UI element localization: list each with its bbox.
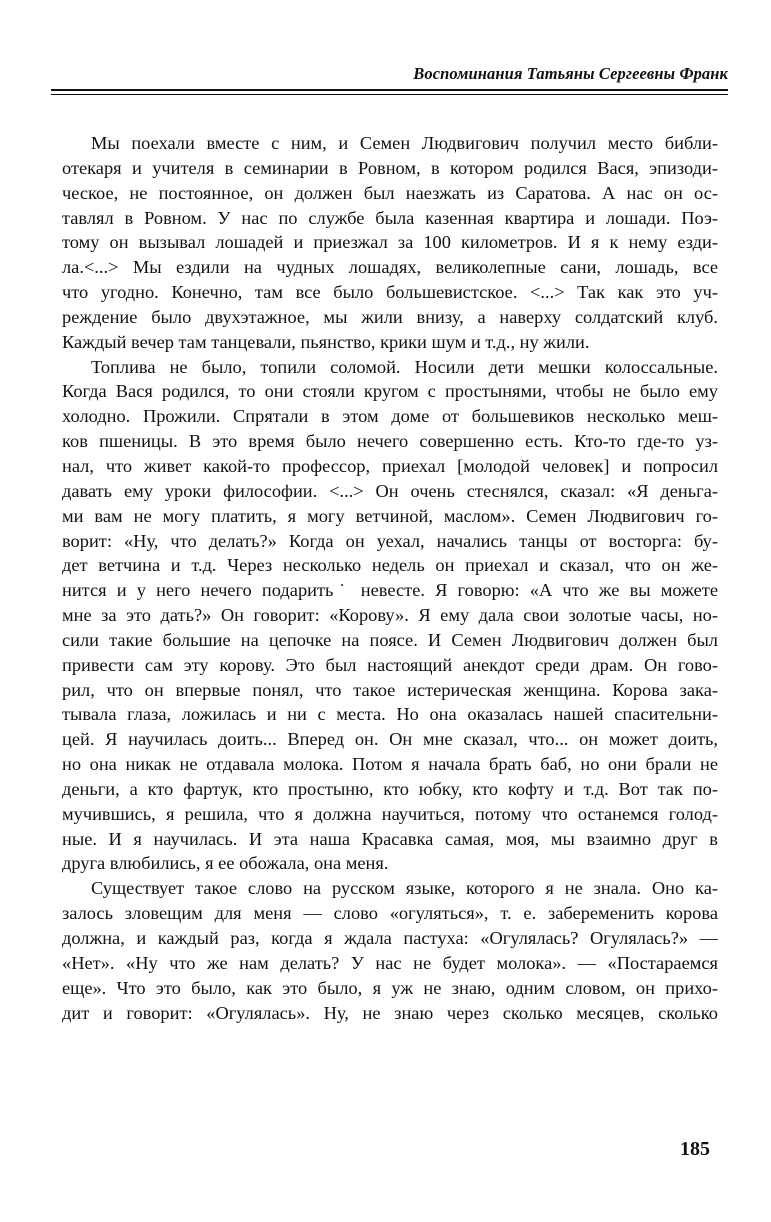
text-line: Мы поехали вместе с ним, и Семен Людвигович получил место библи- (91, 133, 718, 153)
text-line: дет ветчина и т.д. Через несколько недель он приехал и сказал, что он же- (62, 555, 718, 576)
page-number: 185 (680, 1138, 710, 1160)
header-rule-thick (51, 89, 728, 91)
body-text (62, 131, 718, 1025)
text-line: ворит: «Ну, что делать?» Когда он уехал, начались танцы от восторга: бу- (62, 530, 718, 551)
text-line: Топлива не было, топили соломой. Носили дети мешки колоссальные. (91, 356, 718, 377)
text-line: холодно. Прожили. Спрятали в этом доме от большевиков несколько меш- (62, 406, 718, 427)
text-line: тывала глаза, ложилась и ни с места. Но она оказалась нашей спасительни- (62, 704, 718, 725)
paragraph-2 (62, 355, 718, 877)
text-line: тавлял в Ровном. У нас по службе была казенная квартира и лошади. Поэ- (62, 207, 718, 228)
text-line: друга влюбились, я ее обожала, она меня. (62, 853, 389, 874)
text-line: ла.<...> Мы ездили на чудных лошадях, великолепные сани, лошадь, все (62, 257, 718, 278)
text-line: что угодно. Конечно, там все было большевистское. <...> Так как это уч- (62, 282, 718, 303)
text-line: цей. Я научилась доить... Вперед он. Он мне сказал, что... он может доить, (62, 729, 718, 750)
text-line: нится и у него нечего подарить˙ невесте. Я говорю: «А что же вы можете (62, 580, 718, 601)
text-line: залось зловещим для меня — слово «огуляться», т. е. забеременить корова (62, 903, 718, 924)
text-line: дит и говорит: «Огулялась». Ну, не знаю через сколько месяцев, сколько (62, 1002, 718, 1023)
text-line: Существует такое слово на русском языке, которого я не знала. Оно ка- (91, 878, 718, 899)
text-line: нал, что живет какой-то профессор, приехал [молодой человек] и попросил (62, 455, 718, 476)
text-line: еще». Что это было, как это было, я уж не знаю, одним словом, он прихо- (62, 977, 718, 998)
text-line: Когда Вася родился, то они стояли кругом с простынями, чтобы не было ему (62, 381, 718, 402)
text-line: Каждый вечер там танцевали, пьянство, крики шум и т.д., ну жили. (62, 331, 590, 352)
text-line: ные. И я научилась. И эта наша Красавка самая, моя, мы взаимно друг в (62, 828, 718, 849)
paragraph-3 (62, 876, 718, 1025)
text-line: реждение было двухэтажное, мы жили внизу, а наверху солдатский клуб. (62, 306, 718, 327)
text-line: ков пшеницы. В это время было нечего совершенно есть. Кто-то где-то уз- (62, 431, 718, 452)
text-line: рил, что он впервые понял, что такое истерическая женщина. Корова зака- (62, 679, 718, 700)
text-line: отекаря и учителя в семинарии в Ровном, в котором родился Вася, эпизоди- (62, 157, 718, 178)
text-line: деньги, а кто фартук, кто простыню, кто юбку, кто кофту и т.д. Вот так по- (62, 778, 718, 799)
text-line: но она никак не отдавала молока. Потом я начала брать баб, но они брали не (62, 754, 718, 775)
text-line: мучившись, я решила, что я должна научиться, потому что останемся голод- (62, 803, 718, 824)
running-head-title: Воспоминания Татьяны Сергеевны Франк (413, 64, 728, 83)
text-line: мне за это дать?» Он говорит: «Корову». Я ему дала свои золотые часы, но- (62, 605, 718, 626)
text-line: давать ему уроки философии. <...> Он очень стеснялся, сказал: «Я деньга- (62, 480, 718, 501)
text-line: «Нет». «Ну что же нам делать? У нас не будет молока». — «Постараемся (62, 952, 718, 973)
text-line: ми вам не могу платить, я могу ветчиной, маслом». Семен Людвигович го- (62, 505, 718, 526)
text-line: ческое, не постоянное, он должен был наезжать из Саратова. А нас он ос- (62, 182, 718, 203)
text-line: тому он вызывал лошадей и приезжал за 100 километров. И я к нему езди- (62, 232, 718, 253)
text-line: сили такие большие на цепочке на поясе. И Семен Людвигович должен был (62, 629, 718, 650)
header-rule-thin (51, 94, 728, 95)
paragraph-1 (62, 131, 718, 355)
text-line: должна, и каждый раз, когда я ждала пастуха: «Огулялась? Огулялась?» — (62, 928, 718, 948)
text-line: привести сам эту корову. Это был настоящий анекдот среди драм. Он гово- (62, 654, 718, 675)
